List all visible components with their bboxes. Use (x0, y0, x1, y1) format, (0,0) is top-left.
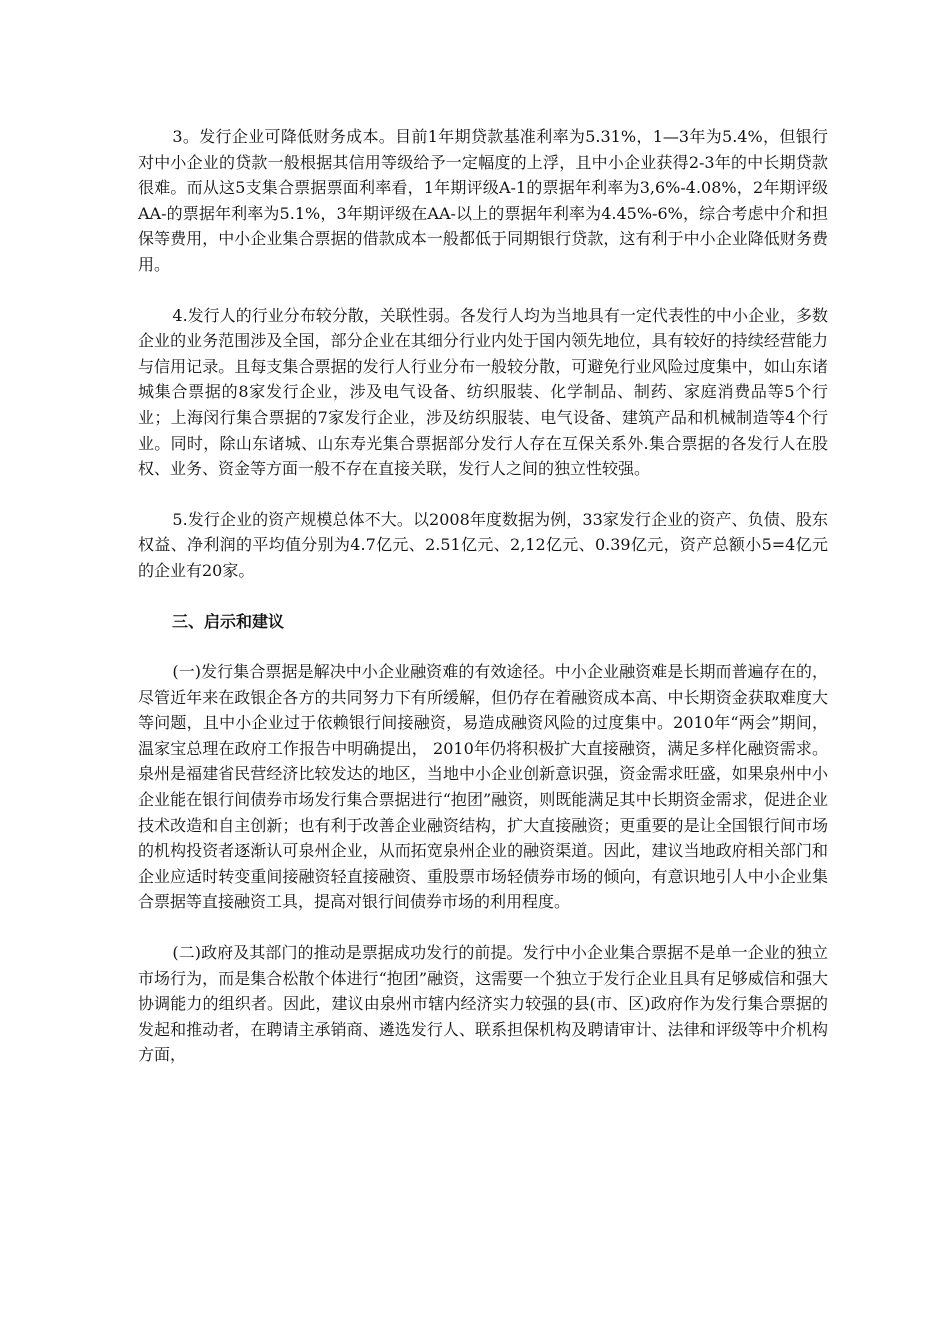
paragraph-gap (138, 584, 828, 609)
paragraph-point-4: 4.发行人的行业分布较分散，关联性弱。各发行人均为当地具有一定代表性的中小企业，多数企业的业务范围涉及全国，部分企业在其细分行业内处于国内领先地位，具有较好的持续经营能力与信用记录。且每支集合票据的发行人行业分布一般较分散，可避免行业风险过度集中，如山东诸城集合票据的8家发行企业，涉及电气设备、纺织服装、化学制品、制药、家庭消费品等5个行业；上海闵行集合票据的7家发行企业，涉及纺织服装、电气设备、建筑产品和机械制造等4个行业。同时，除山东诸城、山东寿光集合票据部分发行人存在互保关系外.集合票据的各发行人在股权、业务、资金等方面一般不存在直接关联，发行人之间的独立性较强。 (138, 305, 828, 479)
paragraph-gap (138, 634, 828, 659)
paragraph-gap (138, 915, 828, 940)
section-heading: 三、启示和建议 (172, 611, 285, 631)
paragraph-point-3: 3。发行企业可降低财务成本。目前1年期贷款基准利率为5.31%，1—3年为5.4%，但银行对中小企业的贷款一般根据其信用等级给予一定幅度的上浮，且中小企业获得2-3年的中长期贷款很难。而从这5支集合票据票面利率看，1年期评级A-1的票据年利率为3,6%-4.08%，2年期评级AA-的票据年利率为5.1%，3年期评级在AA-以上的票据年利率为4.45%-6%，综合考虑中介和担保等费用，中小企业集合票据的借款成本一般都低于同期银行贷款，这有利于中小企业降低财务费用。 (138, 127, 828, 274)
paragraph-gap (138, 278, 828, 303)
paragraph-suggestion-2: (二)政府及其部门的推动是票据成功发行的前提。发行中小企业集合票据不是单一企业的独立市场行为，而是集合松散个体进行“抱团”融资，这需要一个独立于发行企业且具有足够威信和强大协调能力的组织者。因此，建议由泉州市辖内经济实力较强的县(市、区)政府作为发行集合票据的发起和推动者，在聘请主承销商、遴选发行人、联系担保机构及聘请审计、法律和评级等中介机构方面， (138, 943, 828, 1065)
paragraph-point-5: 5.发行企业的资产规模总体不大。以2008年度数据为例，33家发行企业的资产、负债、股东权益、净利润的平均值分别为4.7亿元、2.51亿元、2,12亿元、0.39亿元，资产总额小5=4亿元的企业有20家。 (138, 509, 828, 580)
paragraph-suggestion-1: (一)发行集合票据是解决中小企业融资难的有效途径。中小企业融资难是长期而普遍存在的，尽管近年来在政银企各方的共同努力下有所缓解，但仍存在着融资成本高、中长期资金获取难度大等问题，且中小企业过于依赖银行间接融资，易造成融资风险的过度集中。2010年“两会”期间，温家宝总理在政府工作报告中明确提出， 2010年仍将积极扩大直接融资，满足多样化融资需求。泉州是福建省民营经济比较发达的地区，当地中小企业创新意识强，资金需求旺盛，如果泉州中小企业能在银行间债券市场发行集合票据进行“抱团”融资，则既能满足其中长期资金需求，促进企业技术改造和自主创新；也有利于改善企业融资结构，扩大直接融资；更重要的是让全国银行间市场的机构投资者逐渐认可泉州企业，从而拓宽泉州企业的融资渠道。因此，建议当地政府相关部门和企业应适时转变重间接融资轻直接融资、重股票市场轻债券市场的倾向，有意识地引人中小企业集合票据等直接融资工具，提高对银行间债券市场的利用程度。 (138, 662, 828, 912)
document-page (138, 124, 828, 1068)
paragraph-gap (138, 482, 828, 507)
